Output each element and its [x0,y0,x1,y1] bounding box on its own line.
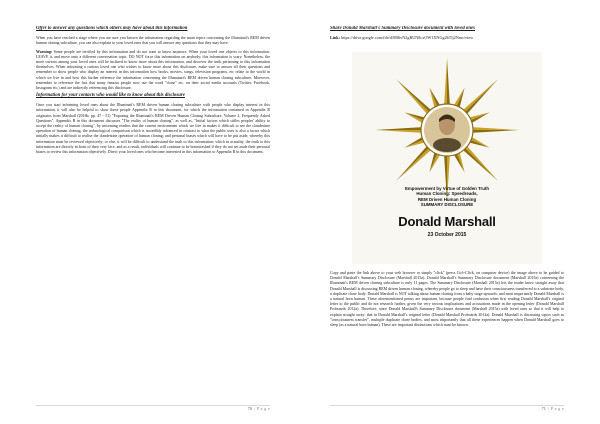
poster-title-line: Empowerment by Virtue of Golden Truth [404,186,490,191]
paragraph-appendix: Once you start informing loved ones about the Illuminati's REM driven human cloning subculture with people who display interest in this information, it will also be helpful to show these people Appendix B in this document, for which the information contained in Appendix B originates from Marshall (2016b, pp. 47 - 51) "Exposing the Illuminati's REM Driven Human Cloning Subculture, Volume 2, Frequently Asked Questions". Appendix B in this document discusses "The reality of human cloning", as well as, "Initial factors which stifles peoples' ability to accept the reality of human cloning", by informing readers that the current environment which we live in makes it difficult to see the clandestine operation of human cloning; the technological comparison which is incredibly advanced in contrast to what the public uses is also a factor which initially makes it difficult to realise the clandestine operation of human cloning; and personal biases which will have to be put aside, whereby this information must be reviewed objectively; or else, it will be difficult to understand the truth to this information; which in actuality, the truth to this information are directly in front of their very face, and as a result, individuals will continue to be brainwashed if they do not set aside their personal biases to review this information objectively. Direct your loved ones who become interested in this information to Appendix B in this document. [36,102,270,155]
footer-separator: | [253,406,255,411]
summary-disclosure-poster[interactable] [352,52,542,264]
warning-label: Warning: [36,48,53,54]
poster-date: 23 October 2015 [427,232,467,238]
left-page-footer [36,405,270,419]
warning-text: Some people are terrified by this information and do not want to know anymore. When your loved one objects to this information: LEAVE it, and move onto a different conversation topic. DO NOT force this information on anybody; this information is scary. Nonetheless, the more curious among your loved ones will be inclined to know more about this information, and discover the truth pertaining to this information themselves. When informing a curious loved one who wishes to know more about this disclosure, make sure to answer all their questions and remember to show people who display an interest in this information how books, movies, songs, television programs, etc relate to the world in which we live in and how this further reference the information concerning the Illuminati's REM driven human cloning subculture. Moreover, remember to reference the fact that many famous people now use the word "clone" etc. on their social media accounts (Twitter, Facebook, Instagram etc.) and are indirectly referencing this disclosure. [36,48,270,90]
poster-title-line: Human Cloning: Speedreads, [416,191,478,197]
poster-title-line: REM Driven Human Cloning [417,196,477,202]
right-page-content [330,26,564,400]
portrait-shoulders [433,138,461,152]
footer-separator: | [547,406,549,411]
right-page-footer [330,405,564,419]
poster-title [352,186,542,208]
link-label: Link: [330,35,341,41]
section-heading-contacts: Information for your contacts who would like to know about this disclosure [36,93,185,99]
footer-page-word: P a g e [256,406,270,411]
page-number: 70 [247,406,252,411]
paragraph-intro: When you have reached a stage where you are sure you known the information regarding the main topics concerning the Illuminati's REM driven human cloning subculture, you can also explain to your loved ones that you will answer any questions that they may have. [36,35,270,46]
right-body-text [330,270,564,330]
section-heading-share: Share Donald Marshall's Summary Disclosure document with loved ones [330,26,475,31]
poster-title-line: SUMMARY DISCLOSURE [420,202,474,208]
paragraph-summary-disclosure: Copy and paste the link above to your web browser or simply "click" (press Ctrl+Click, on computer device) the image above to be guided to Donald Marshall's Summary Disclosure (Marshall 2015a). Donald Marshall's Summary Disclosure document (Marshall 2015a) concerning the Illuminati's REM driven cloning subculture is only 11 pages. The Summary Disclosure (Marshall 2015a) lets the reader know straight away that Donald Marshall is discussing REM driven human cloning, whereby people go to sleep and have their consciousness transferred to a substrate body, a duplicate clone body. Donald Marshall is NOT talking about human cloning from a baby stage upwards, and most importantly Donald Marshall is a natural born human. These aforementioned points are important, because people find confusion when first reading Donald Marshall's original letter to the public and do not research further, given the very serious implications and accusations made in the opening letter (Donald Marshall Proboards 2012a). Therefore, since Donald Marshall's Summary Disclosure document (Marshall 2015a) with loved ones so that it will help to explain straight away: that in Donald Marshall's original letter (Donald Marshall Proboards 2012a). Donald Marshall is discussing topics such as "consciousness transfer", multiple duplicate clone bodies, and most importantly that all these experiences happen when Donald Marshall goes to sleep (as a natural born human). These are important distinctions which must be known. [330,270,564,328]
right-page [300,0,600,424]
footer-page-word: P a g e [550,406,564,411]
page-number: 71 [541,406,546,411]
poster-author-name: Donald Marshall [398,214,496,229]
summary-disclosure-link[interactable]: https://drive.google.com/file/d/0B6vN2gRUN8cxOW1XNGg2bTlj2Nmc/view [341,35,474,41]
section-heading-questions: Offer to answer any questions which others may have about this information [36,26,188,31]
left-page-content [36,26,270,400]
link-line [330,35,564,41]
paragraph-warning [36,49,270,91]
